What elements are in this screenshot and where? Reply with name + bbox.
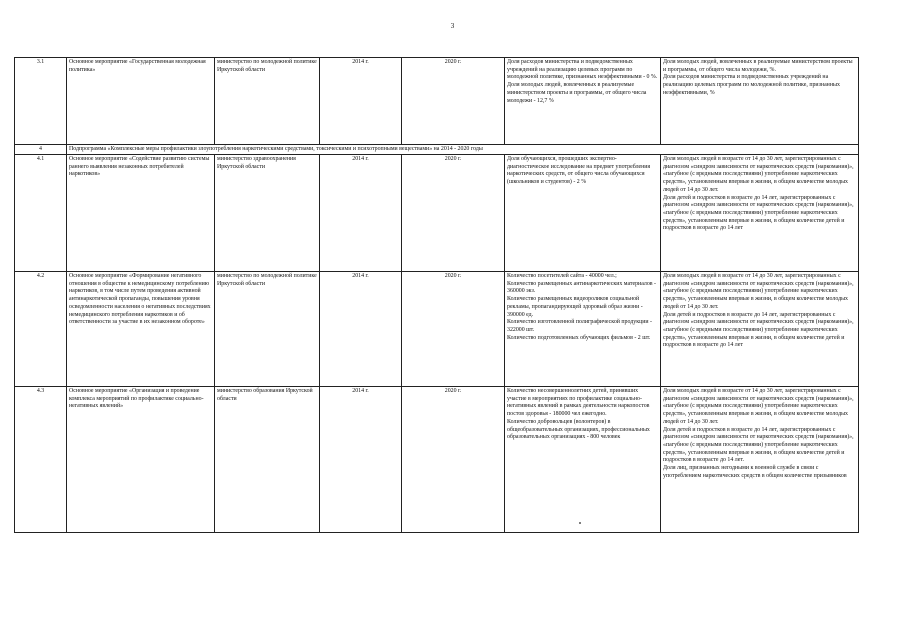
end-year-cell: 2020 г. [402,387,505,533]
scan-speck [579,522,581,524]
row-number: 4.2 [15,272,67,387]
table-row [15,387,859,533]
executor-cell: министерство образования Иркутской области [215,387,320,533]
executor-cell: министерство по молодежной политике Иркутской области [215,272,320,387]
subprogram-title: Подпрограмма «Комплексные меры профилактики злоупотребления наркотическими средствами, токсическими и психотропными веществами» на 2014 - 2020 годы [67,145,859,155]
result-cell: Доля расходов министерства и подведомственных учреждений на реализацию целевых программ по молодежной политике, признанных неэффективными - 0 %. Доля молодых людей, вовлеченных в реализуемые министерством проекты и программы, от общего числа молодежи - 12,7 % [505,58,661,145]
table-row [15,58,859,145]
row-number: 4.1 [15,155,67,272]
result-cell: Количество несовершеннолетних детей, принявших участие в мероприятиях по профилактике социально-негативных явлений в рамках деятельности наркопостов постов здоровья - 180000 чел ежегодно. Количество добровольцев (волонтеров) в общеобразовательных организациях, профессиональных образовательных организациях - 800 человек [505,387,661,533]
start-year-cell: 2014 г. [320,387,402,533]
start-year-cell: 2014 г. [320,58,402,145]
indicators-cell: Доля молодых людей в возрасте от 14 до 30 лет, зарегистрированных с диагнозом «синдром зависимости от наркотических средств (наркомания)», «пагубное (с вредными последствиями) употребление наркотических средств», установленным впервые в жизни, в общем количестве молодых людей от 14 до 30 лет. Доля детей и подростков в возрасте до 14 лет, зарегистрированных с диагнозом «синдром зависимости от наркотических средств (наркомания)», «пагубное (с вредными последствиями) употребление наркотических средств», установленным впервые в жизни, в общем количестве детей и подростков в возрасте до 14 лет [661,155,859,272]
page-number: 3 [450,22,455,30]
event-cell: Основное мероприятие «Формирование негативного отношения в обществе к немедицинскому потреблению наркотиков, в том числе путем проведения активной антинаркотической пропаганды, повышения уровня осведомленности населения о негативных последствиях немедицинского потребления наркотиков и об ответственности за участие в их незаконном обороте» [67,272,215,387]
indicators-cell: Доля молодых людей в возрасте от 14 до 30 лет, зарегистрированных с диагнозом «синдром зависимости от наркотических средств (наркомания)», «пагубное (с вредными последствиями) употребление наркотических средств», установленным впервые в жизни, в общем количестве молодых людей от 14 до 30 лет. Доля детей и подростков в возрасте до 14 лет, зарегистрированных с диагнозом «синдром зависимости от наркотических средств (наркомания)», «пагубное (с вредными последствиями) употребление наркотических средств», установленным впервые в жизни, в общем количестве детей и подростков в возрасте до 14 лет. Доля лиц, признанных негодными к военной службе в связи с употреблением наркотических средств в общем количестве призывников [661,387,859,533]
end-year-cell: 2020 г. [402,155,505,272]
event-cell: Основное мероприятие «Государственная молодежная политика» [67,58,215,145]
row-number: 3.1 [15,58,67,145]
end-year-cell: 2020 г. [402,58,505,145]
row-number: 4.3 [15,387,67,533]
table-row [15,155,859,272]
start-year-cell: 2014 г. [320,155,402,272]
executor-cell: министерство здравоохранения Иркутской области [215,155,320,272]
subprogram-number: 4 [15,145,67,155]
indicators-cell: Доля молодых людей в возрасте от 14 до 30 лет, зарегистрированных с диагнозом «синдром зависимости от наркотических средств (наркомания)», «пагубное (с вредными последствиями) употребление наркотических средств», установленным впервые в жизни, в общем количестве молодых людей от 14 до 30 лет. Доля детей и подростков в возрасте до 14 лет, зарегистрированных с диагнозом «синдром зависимости от наркотических средств (наркомания)», «пагубное (с вредными последствиями) употребление наркотических средств», установленным впервые в жизни, в общем количестве детей и подростков в возрасте до 14 лет [661,272,859,387]
table-row [15,272,859,387]
event-cell: Основное мероприятие «Организация и проведение комплекса мероприятий по профилактике социально-негативных явлений» [67,387,215,533]
program-table [14,57,859,533]
event-cell: Основное мероприятие «Содействие развитию системы раннего выявления незаконных потребителей наркотиков» [67,155,215,272]
result-cell: Количество посетителей сайта - 40000 чел.; Количество размещенных антинаркотических материалов - 360000 экз. Количество размещенных видеороликов социальной рекламы, пропагандирующей здоровый образ жизни - 390000 ед. Количество изготовленной полиграфической продукции - 322000 шт. Количество подготовленных обучающих фильмов - 2 шт. [505,272,661,387]
subprogram-row [15,145,859,155]
indicators-cell: Доля молодых людей, вовлеченных в реализуемые министерством проекты и программы, от общего числа молодежи, %. Доля расходов министерства и подведомственных учреждений на реализацию целевых программ по молодежной политике, признанных неэффективными, % [661,58,859,145]
result-cell: Доля обучающихся, прошедших экспертно-диагностическое исследование на предмет употребления наркотических средств, от общего числа обучающихся (школьников и студентов) - 2 % [505,155,661,272]
end-year-cell: 2020 г. [402,272,505,387]
start-year-cell: 2014 г. [320,272,402,387]
executor-cell: министерство по молодежной политике Иркутской области [215,58,320,145]
